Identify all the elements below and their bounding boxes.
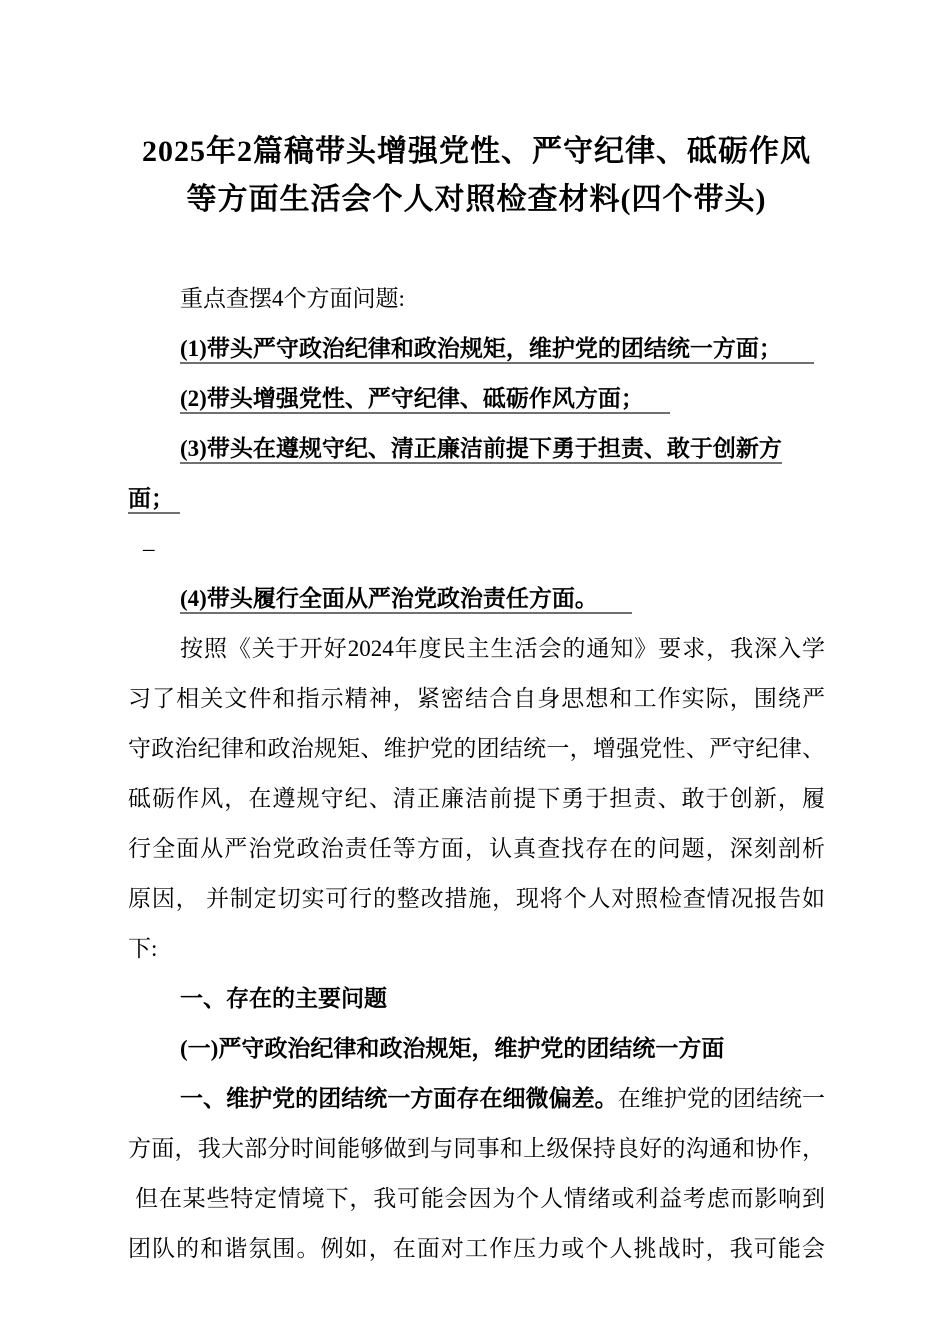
document-title-line-1: 2025年2篇稿带头增强党性、严守纪律、砥砺作风 [142, 135, 811, 168]
key-point-3 [128, 424, 825, 524]
intro-paragraph-line-5: 行全面从严治党政治责任等方面，认真查找存在的问题，深刻剖析 [128, 836, 825, 861]
document-title [128, 128, 825, 224]
key-point-4-text: (4)带头履行全面从严治党政治责任方面。 [180, 586, 632, 614]
intro-paragraph-line-3: 守政治纪律和政治规矩、维护党的团结统一，增强党性、严守纪律、 [128, 736, 825, 761]
issue-lead-bold: 一、维护党的团结统一方面存在细微偏差。 [180, 1086, 618, 1111]
section-heading: 一、存在的主要问题 [180, 986, 387, 1011]
key-point-1-text: (1)带头严守政治纪律和政治规矩，维护党的团结统一方面； [180, 336, 814, 364]
key-point-4 [128, 574, 825, 624]
intro-paragraph-line-1: 按照《关于开好2024年度民主生活会的通知》要求，我深入学 [180, 636, 825, 661]
key-point-3-text: (3)带头在遵规守纪、清正廉洁前提下勇于担责、敢于创新方面； [128, 436, 782, 514]
intro-paragraph-line-2: 习了相关文件和指示精神，紧密结合自身思想和工作实际，围绕严 [128, 686, 825, 711]
intro-paragraph-line-4: 砥砺作风，在遵规守纪、清正廉洁前提下勇于担责、敢于创新，履 [128, 786, 825, 811]
issue-paragraph-line-2: 方面，我大部分时间能够做到与同事和上级保持良好的沟通和协作， [128, 1136, 825, 1161]
document-body [128, 274, 825, 1274]
document-content [128, 0, 825, 1274]
issue-paragraph-line-3: 但在某些特定情境下，我可能会因为个人情绪或利益考虑而影响到 [135, 1186, 825, 1211]
key-point-2 [128, 374, 825, 424]
key-point-1 [128, 324, 825, 374]
focus-intro-line: 重点查摆4个方面问题: [180, 286, 405, 311]
document-title-line-2: 等方面生活会个人对照检查材料(四个带头) [186, 183, 767, 216]
subsection-heading: (一)严守政治纪律和政治规矩，维护党的团结统一方面 [180, 1036, 725, 1061]
issue-paragraph-line-4: 团队的和谐氛围。例如，在面对工作压力或个人挑战时，我可能会 [128, 1236, 825, 1261]
key-point-2-text: (2)带头增强党性、严守纪律、砥砺作风方面； [180, 386, 670, 414]
intro-paragraph-line-7: 下: [128, 936, 158, 961]
issue-lead-rest: 在维护党的团结统一 [617, 1086, 826, 1111]
issue-paragraph-line-1 [128, 1074, 825, 1124]
separator-dash: – [143, 536, 155, 561]
intro-paragraph-line-6: 原因， 并制定切实可行的整改措施，现将个人对照检查情况报告如 [128, 886, 825, 911]
